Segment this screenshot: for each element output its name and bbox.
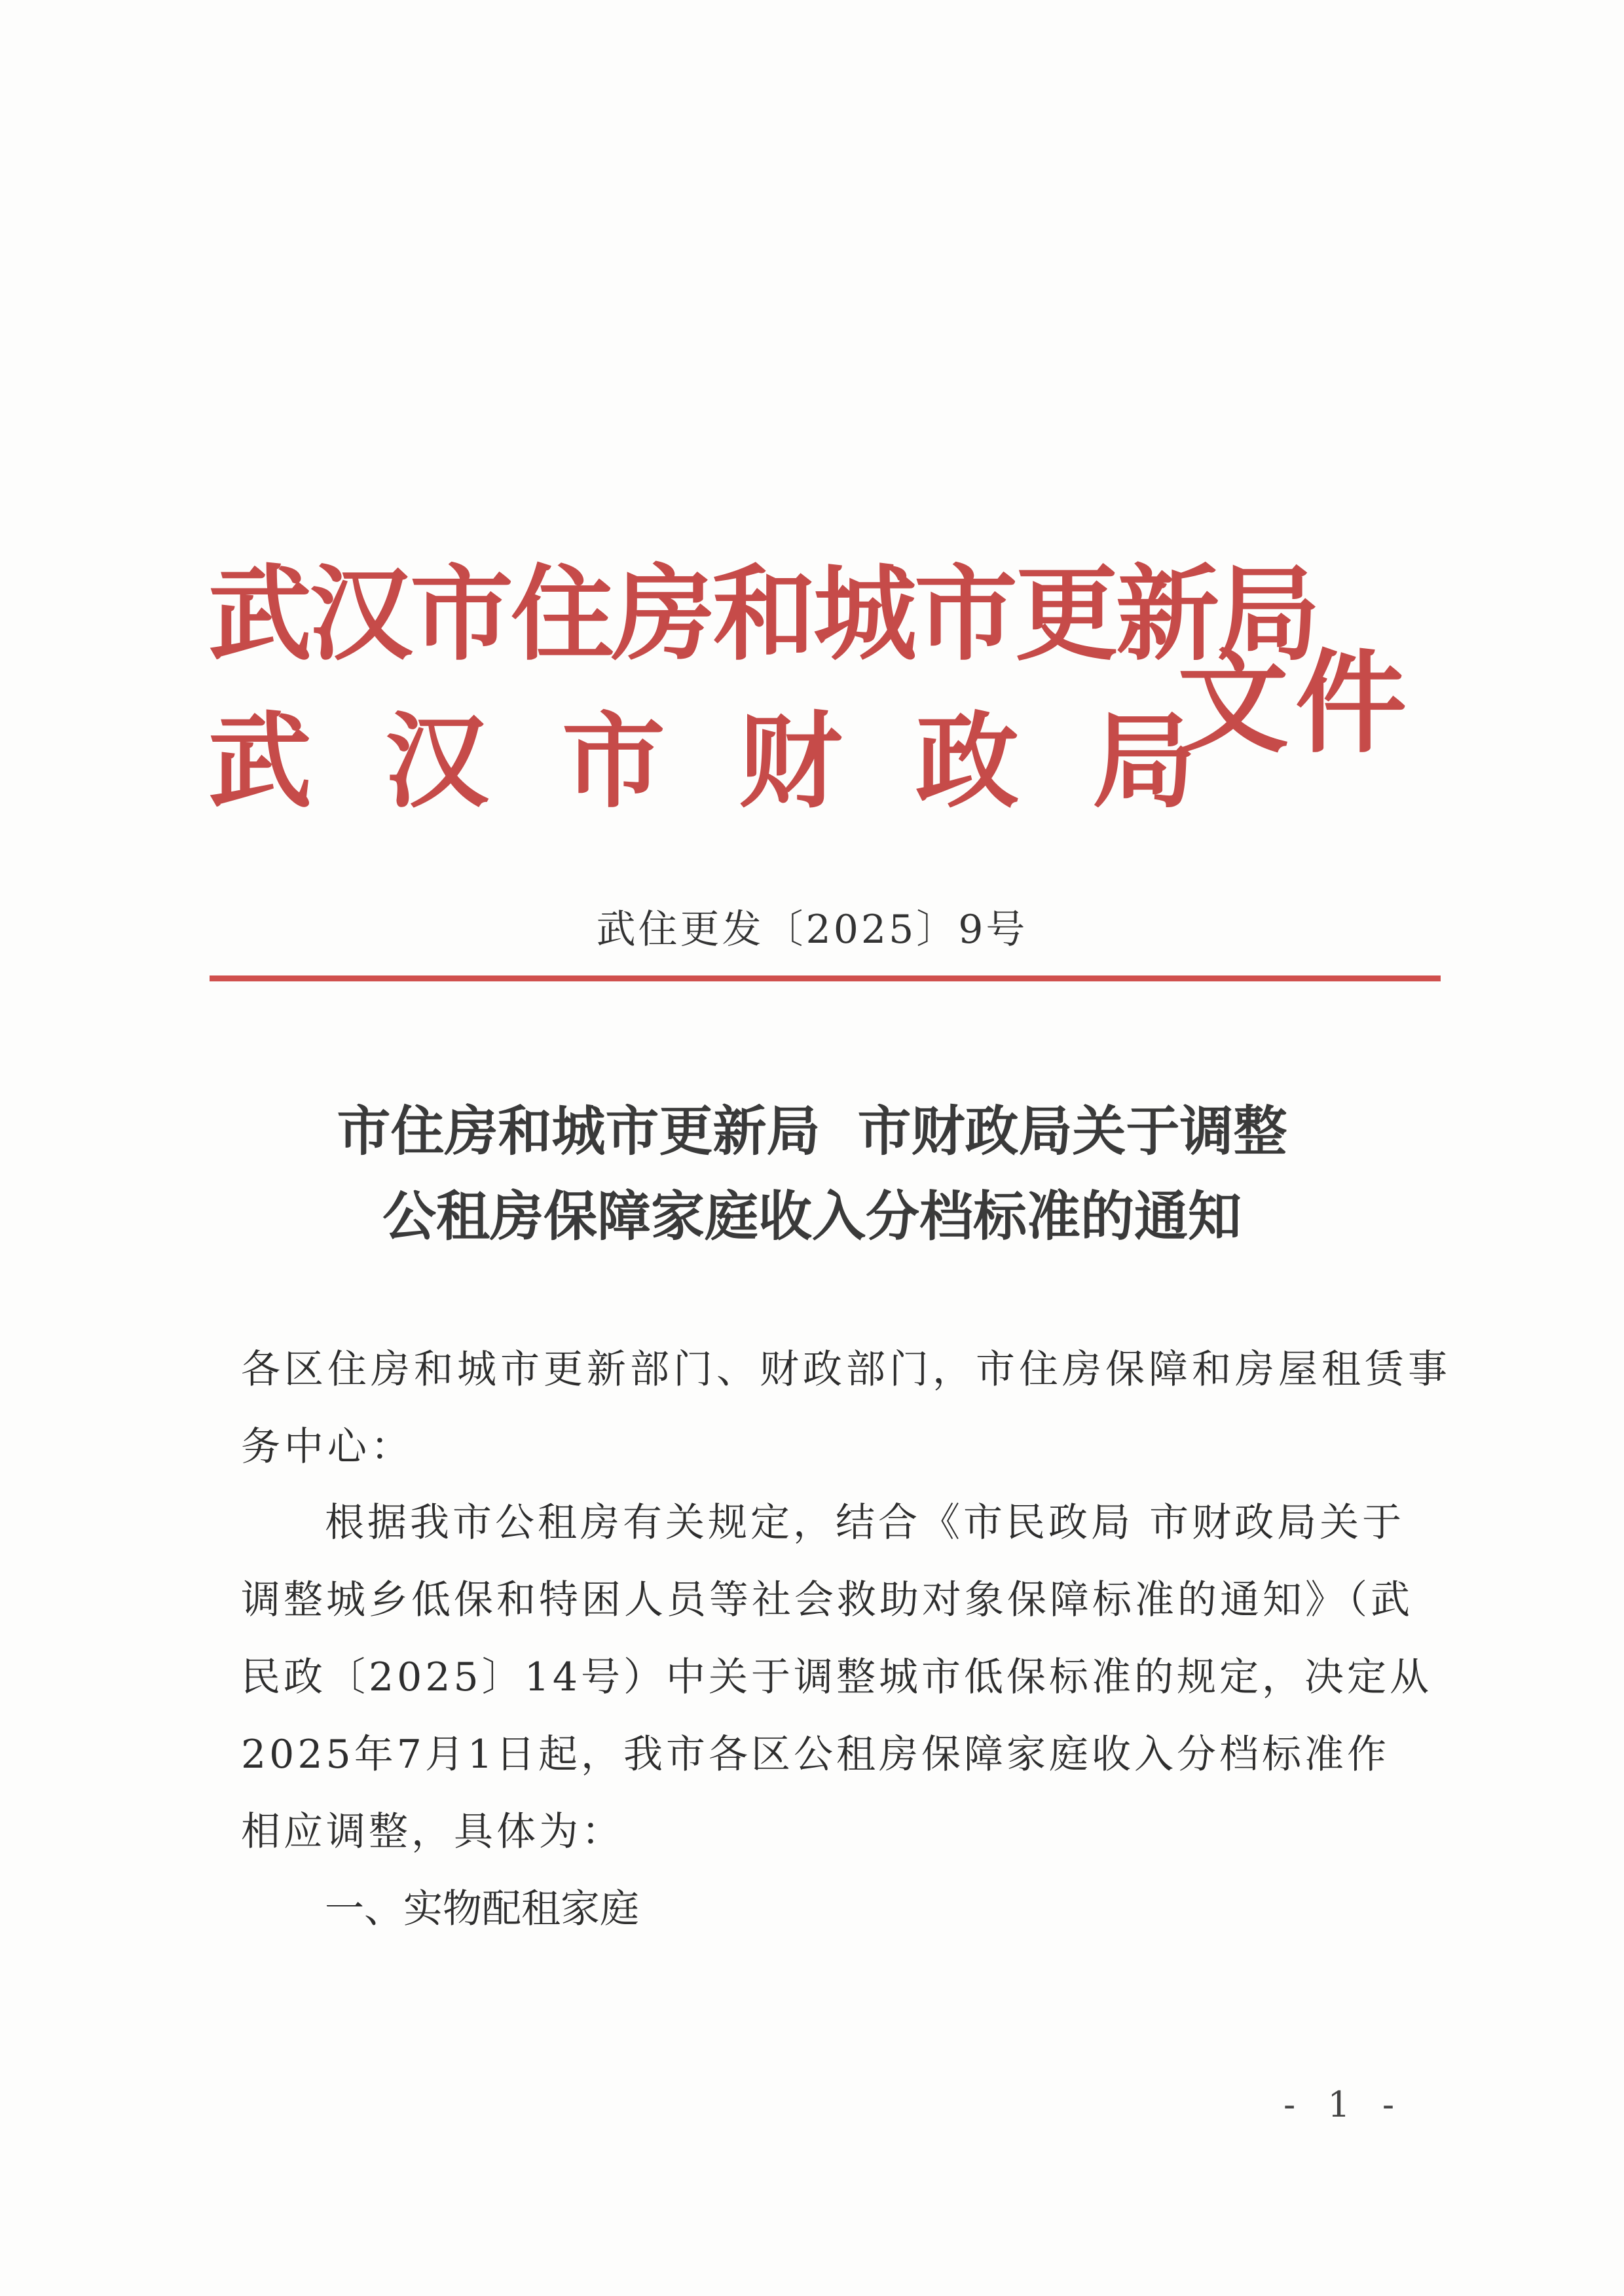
notice-title-line-2: 公租房保障家庭收入分档标准的通知 bbox=[382, 1186, 1242, 1248]
document-type-label: 文件 bbox=[1177, 639, 1414, 769]
section-heading-1: 一、实物配租家庭 bbox=[325, 1886, 639, 1932]
body-paragraph-line-3: 民政〔2025〕14号）中关于调整城市低保标准的规定，决定从 bbox=[241, 1654, 1433, 1700]
letterhead bbox=[208, 550, 1452, 838]
notice-title-line-1: 市住房和城市更新局 市财政局关于调整 bbox=[337, 1101, 1287, 1163]
body-paragraph-line-2: 调整城乡低保和特困人员等社会救助对象保障标准的通知》（武 bbox=[241, 1577, 1413, 1623]
body-paragraph-line-5: 相应调整，具体为： bbox=[241, 1809, 624, 1855]
document-number: 武住更发〔2025〕9号 bbox=[596, 907, 1028, 953]
issuer-housing-bureau: 武汉市住房和城市更新局 bbox=[208, 555, 1318, 675]
body-paragraph-line-4: 2025年7月1日起，我市各区公租房保障家庭收入分档标准作 bbox=[241, 1732, 1390, 1777]
addressee-line-1: 各区住房和城市更新部门、财政部门，市住房保障和房屋租赁事 bbox=[241, 1347, 1451, 1393]
addressee-line-2: 务中心： bbox=[241, 1424, 414, 1470]
red-divider-rule bbox=[210, 975, 1441, 981]
page-number: - 1 - bbox=[1283, 2084, 1405, 2125]
issuer-finance-bureau: 武汉市财政局 bbox=[208, 702, 1269, 822]
body-paragraph-line-1: 根据我市公租房有关规定，结合《市民政局 市财政局关于 bbox=[325, 1500, 1405, 1546]
